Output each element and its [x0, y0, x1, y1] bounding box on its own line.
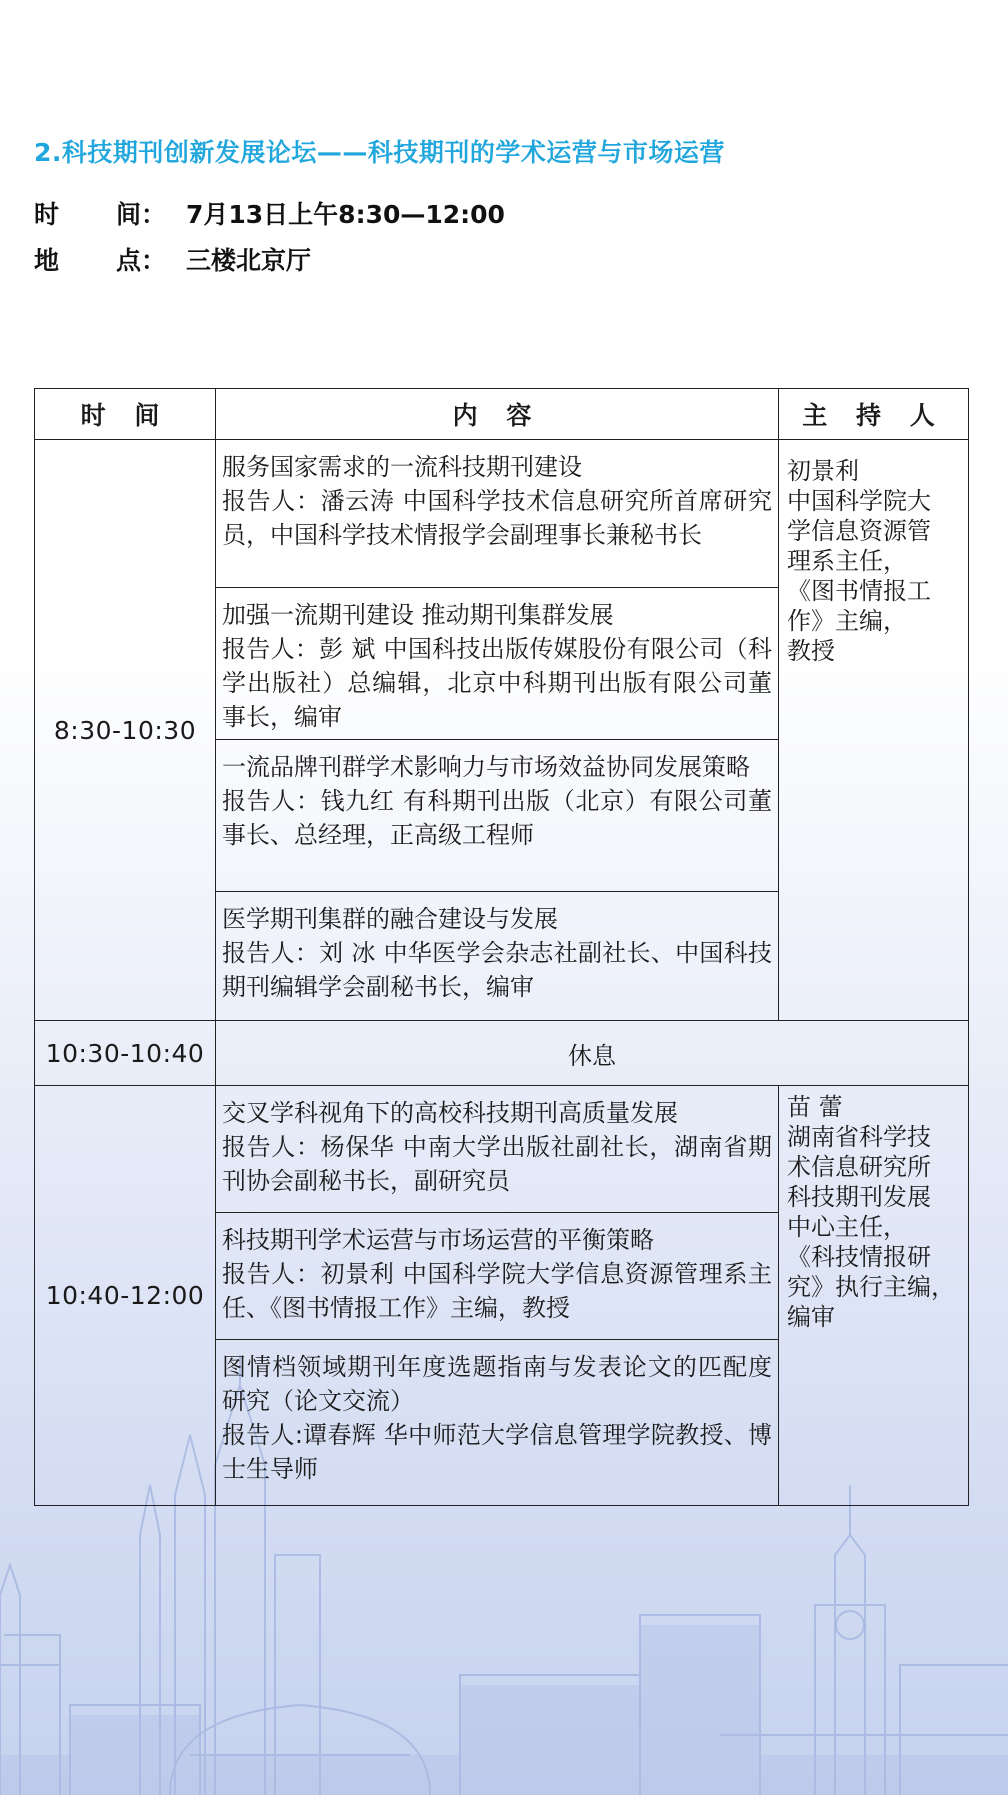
talk-cell: [216, 892, 779, 1021]
talk-cell: [216, 1086, 779, 1213]
talk-title: 医学期刊集群的融合建设与发展: [222, 905, 558, 933]
talk-speaker: 报告人：初景利 中国科学院大学信息资源管理系主任、《图书情报工作》主编，教授: [222, 1260, 772, 1322]
host-line: 术信息研究所: [787, 1153, 931, 1181]
talk-title: 图情档领域期刊年度选题指南与发表论文的匹配度研究（论文交流）: [222, 1353, 772, 1415]
talk-speaker: 报告人：钱九红 有科期刊出版（北京）有限公司董事长、总经理，正高级工程师: [222, 787, 772, 849]
host-line: 究》执行主编，: [787, 1273, 955, 1301]
break-row: [35, 1021, 969, 1086]
talk-cell: [216, 440, 779, 588]
host-line: 学信息资源管: [787, 517, 931, 545]
header-content: 内 容: [216, 389, 779, 440]
place-label: 地 点：: [34, 246, 167, 275]
table-row: [35, 440, 969, 588]
talk-speaker: 报告人：彭 斌 中国科技出版传媒股份有限公司（科学出版社）总编辑，北京中科期刊出版有限公司董事长，编审: [222, 635, 772, 731]
talk-cell: [216, 1340, 779, 1506]
host-line: 湖南省科学技: [787, 1123, 931, 1151]
host-line: 中心主任，: [787, 1213, 907, 1241]
host-line: 科技期刊发展: [787, 1183, 931, 1211]
host-line: 作》主编，: [787, 607, 907, 635]
table-row: [35, 1086, 969, 1213]
schedule-table: [34, 388, 969, 1506]
place-value: 三楼北京厅: [186, 246, 312, 275]
host-line: 苗 蕾: [787, 1093, 843, 1121]
header-time: 时 间: [35, 389, 216, 440]
break-time: 10:30-10:40: [35, 1021, 216, 1086]
event-time: [34, 195, 505, 231]
talk-speaker: 报告人:谭春辉 华中师范大学信息管理学院教授、博士生导师: [222, 1421, 772, 1483]
talk-cell: [216, 740, 779, 892]
talk-title: 交叉学科视角下的高校科技期刊高质量发展: [222, 1099, 678, 1127]
time-slot: 8:30-10:30: [35, 440, 216, 1021]
talk-speaker: 报告人：潘云涛 中国科学技术信息研究所首席研究员，中国科学技术情报学会副理事长兼秘书长: [222, 487, 772, 549]
section-title: 2.科技期刊创新发展论坛——科技期刊的学术运营与市场运营: [34, 138, 725, 167]
talk-title: 科技期刊学术运营与市场运营的平衡策略: [222, 1226, 654, 1254]
time-slot: 10:40-12:00: [35, 1086, 216, 1506]
header-host: 主 持 人: [779, 389, 969, 440]
host-cell: [779, 1086, 969, 1506]
talk-speaker: 报告人：刘 冰 中华医学会杂志社副社长、中国科技期刊编辑学会副秘书长，编审: [222, 939, 772, 1001]
host-line: 《科技情报研: [787, 1243, 931, 1271]
host-line: 理系主任，: [787, 547, 907, 575]
time-label: 时 间：: [34, 200, 167, 229]
talk-speaker: 报告人：杨保华 中南大学出版社副社长，湖南省期刊协会副秘书长，副研究员: [222, 1133, 772, 1195]
host-line: 初景利: [787, 457, 859, 485]
table-header-row: [35, 389, 969, 440]
time-value: 7月13日上午8:30—12:00: [186, 200, 505, 229]
talk-title: 加强一流期刊建设 推动期刊集群发展: [222, 601, 614, 629]
event-place: [34, 241, 311, 277]
talk-cell: [216, 1213, 779, 1340]
host-line: 编审: [787, 1303, 835, 1331]
host-line: 《图书情报工: [787, 577, 931, 605]
talk-title: 一流品牌刊群学术影响力与市场效益协同发展策略: [222, 753, 750, 781]
break-label: 休息: [216, 1021, 969, 1086]
talk-title: 服务国家需求的一流科技期刊建设: [222, 453, 582, 481]
talk-cell: [216, 588, 779, 740]
host-line: 教授: [787, 637, 835, 665]
host-line: 中国科学院大: [787, 487, 931, 515]
host-cell: [779, 440, 969, 1021]
